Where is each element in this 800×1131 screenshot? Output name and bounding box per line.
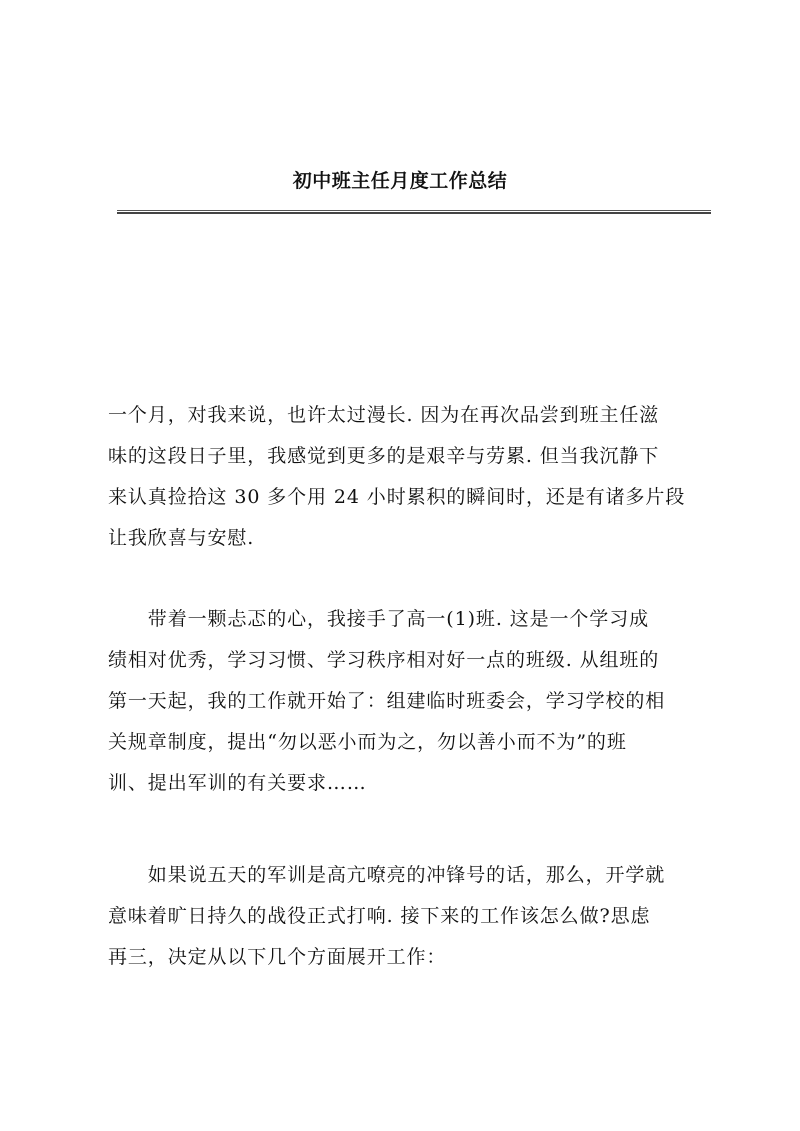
paragraph-line: 如果说五天的军训是高亢嘹亮的冲锋号的话，那么，开学就 — [108, 864, 666, 886]
paragraph-line: 一个月，对我来说，也许太过漫长. 因为在再次品尝到班主任滋 — [108, 404, 660, 426]
paragraph-line: 让我欣喜与安慰. — [108, 527, 255, 549]
paragraph-line: 第一天起，我的工作就开始了：组建临时班委会，学习学校的相 — [108, 690, 666, 712]
paragraph-1 — [108, 395, 712, 559]
paragraph-line: 再三，决定从以下几个方面展开工作： — [108, 946, 447, 968]
paragraph-2 — [108, 599, 712, 804]
paragraph-line: 关规章制度，提出“勿以恶小而为之，勿以善小而不为”的班 — [108, 731, 627, 753]
paragraph-line: 绩相对优秀，学习习惯、学习秩序相对好一点的班级. 从组班的 — [108, 649, 660, 671]
paragraph-3 — [108, 855, 712, 978]
paragraph-line: 训、提出军训的有关要求…… — [108, 772, 367, 794]
paragraph-line: 味的这段日子里，我感觉到更多的是艰辛与劳累. 但当我沉静下 — [108, 445, 660, 467]
paragraph-line: 来认真捡拾这 30 多个用 24 小时累积的瞬间时，还是有诸多片段 — [108, 486, 686, 508]
paragraph-line: 带着一颗忐忑的心，我接手了高一(1)班. 这是一个学习成 — [108, 608, 649, 630]
paragraph-line: 意味着旷日持久的战役正式打响. 接下来的工作该怎么做?思虑 — [108, 905, 651, 927]
title-divider — [117, 210, 711, 214]
document-title: 初中班主任月度工作总结 — [292, 170, 508, 192]
